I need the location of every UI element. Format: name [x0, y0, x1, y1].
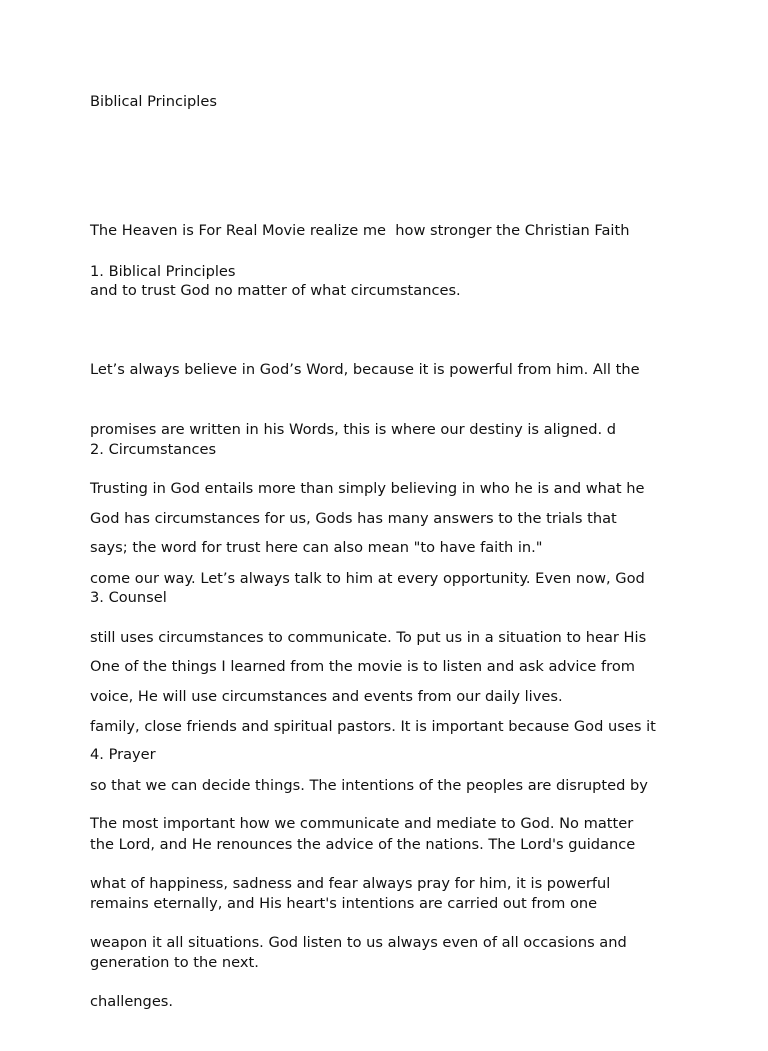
section-heading-counsel: 3. Counsel: [90, 589, 167, 606]
paragraph-line: voice, He will use circumstances and events from our daily lives.: [90, 687, 563, 705]
paragraph-line: Trusting in God entails more than simply believing in who he is and what he: [90, 479, 645, 497]
document-title: Biblical Principles: [90, 93, 217, 110]
paragraph-line: generation to the next.: [90, 953, 259, 971]
paragraph-line: come our way. Let’s always talk to him at every opportunity. Even now, God: [90, 569, 645, 587]
section-heading-prayer: 4. Prayer: [90, 746, 156, 763]
intro-paragraph: [90, 182, 690, 340]
paragraph-line: says; the word for trust here can also mean "to have faith in.": [90, 538, 543, 556]
paragraph-line: family, close friends and spiritual pastors. It is important because God uses it: [90, 717, 656, 735]
paragraph-line: the Lord, and He renounces the advice of the nations. The Lord's guidance: [90, 835, 636, 853]
paragraph-line: so that we can decide things. The intentions of the peoples are disrupted by: [90, 776, 648, 794]
section-heading-biblical-principles: 1. Biblical Principles: [90, 263, 236, 280]
intro-line: and to trust God no matter of what circumstances.: [90, 281, 461, 299]
paragraph-line: One of the things I learned from the movie is to listen and ask advice from: [90, 658, 635, 676]
intro-line: The Heaven is For Real Movie realize me how stronger the Christian Faith: [90, 222, 630, 240]
paragraph-line: weapon it all situations. God listen to us always even of all occasions and: [90, 933, 627, 951]
section-heading-circumstances: 2. Circumstances: [90, 441, 217, 458]
paragraph-line: promises are written in his Words, this is where our destiny is aligned. d: [90, 420, 617, 438]
paragraph-line: remains eternally, and His heart's intentions are carried out from one: [90, 894, 598, 912]
paragraph-line: God has circumstances for us, Gods has many answers to the trials that: [90, 510, 617, 528]
paragraph-line: The most important how we communicate and mediate to God. No matter: [90, 815, 634, 833]
paragraph-line: Let’s always believe in God’s Word, because it is powerful from him. All the: [90, 361, 640, 379]
paragraph-line: challenges.: [90, 992, 174, 1010]
paragraph-line: what of happiness, sadness and fear always pray for him, it is powerful: [90, 874, 611, 892]
paragraph-line: still uses circumstances to communicate. To put us in a situation to hear His: [90, 628, 647, 646]
section-body-prayer: [90, 775, 690, 1051]
